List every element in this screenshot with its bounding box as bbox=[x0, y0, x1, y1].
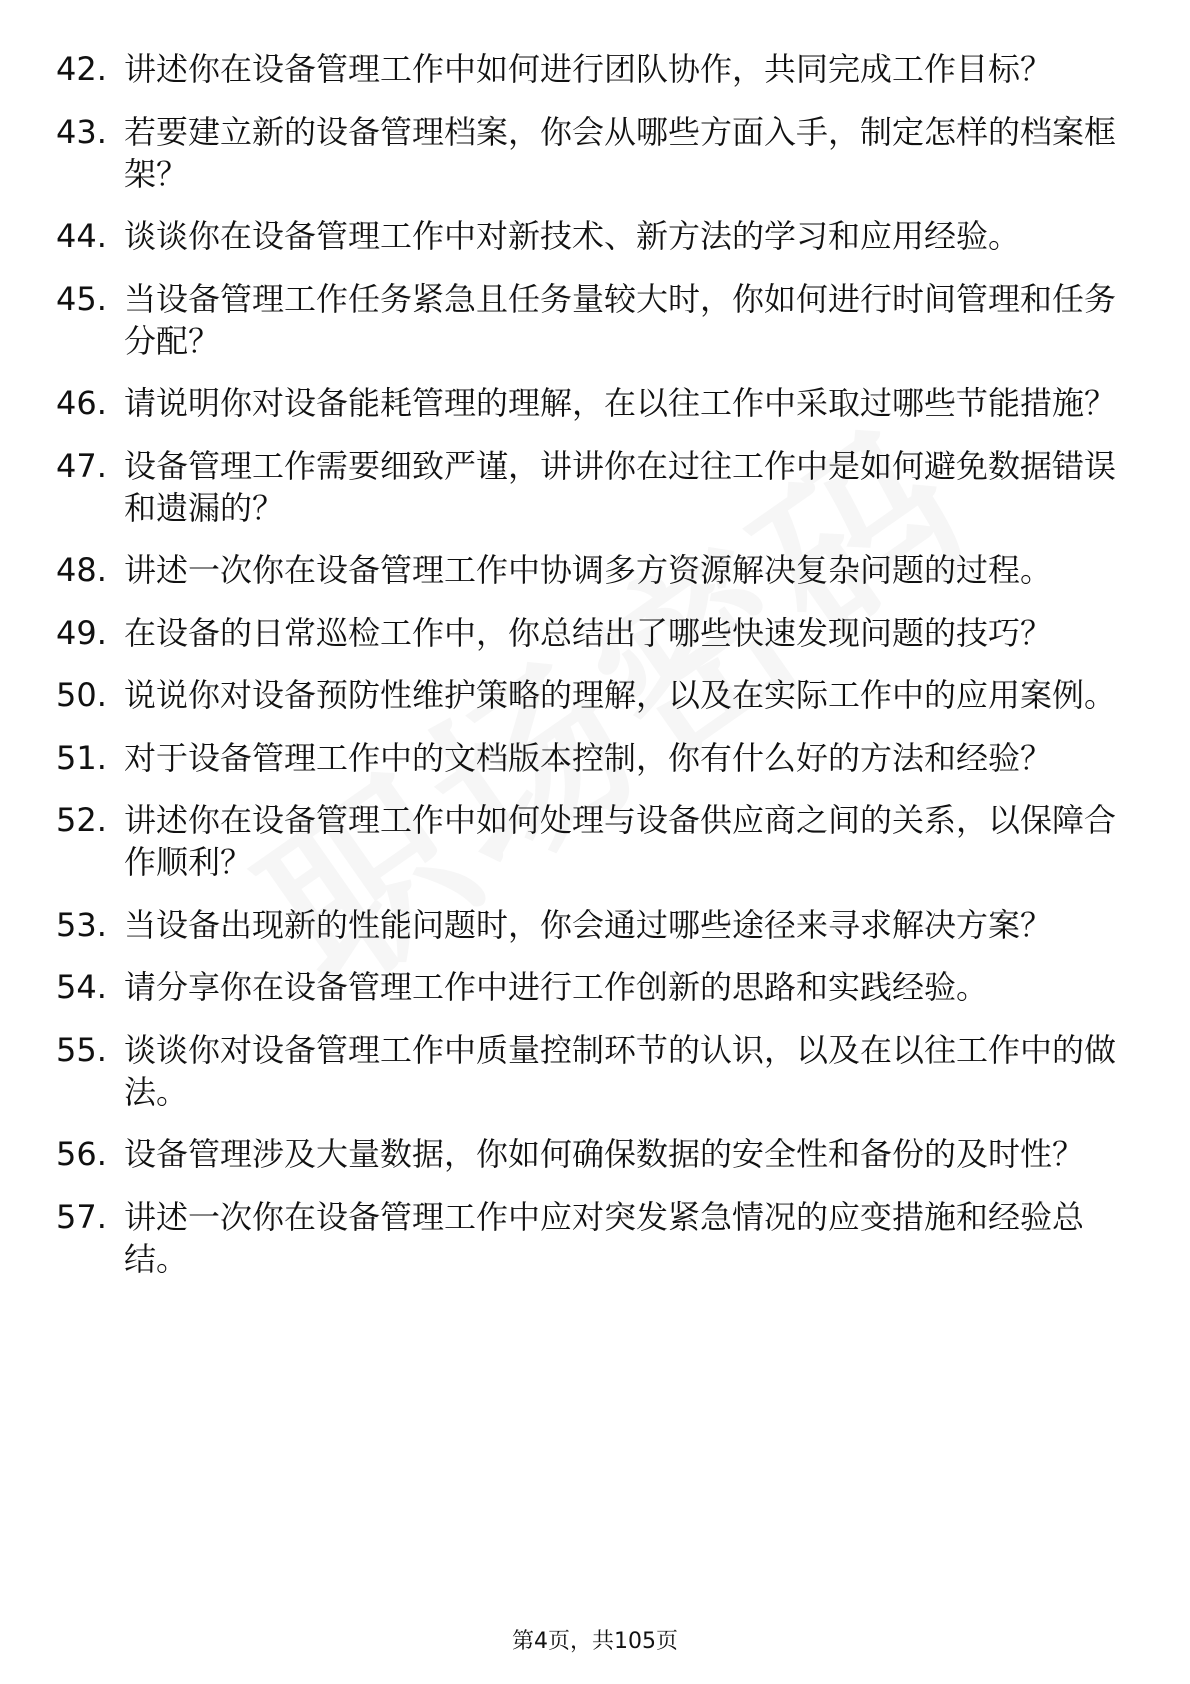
question-number: 48. bbox=[56, 551, 107, 589]
question-text: 设备管理工作需要细致严谨，讲讲你在过往工作中是如何避免数据错误和遗漏的？ bbox=[124, 446, 1117, 527]
question-number: 52. bbox=[56, 801, 107, 839]
list-item bbox=[56, 1133, 1136, 1175]
list-item bbox=[56, 612, 1136, 654]
list-item bbox=[56, 278, 1136, 362]
question-text: 请分享你在设备管理工作中进行工作创新的思路和实践经验。 bbox=[124, 968, 989, 1006]
list-item bbox=[56, 737, 1136, 779]
question-text: 若要建立新的设备管理档案，你会从哪些方面入手，制定怎样的档案框架？ bbox=[124, 112, 1117, 193]
question-number: 54. bbox=[56, 968, 107, 1006]
question-text: 在设备的日常巡检工作中，你总结出了哪些快速发现问题的技巧？ bbox=[124, 613, 1053, 652]
list-item bbox=[56, 382, 1136, 424]
list-item bbox=[56, 549, 1136, 591]
list-item bbox=[56, 966, 1136, 1008]
question-text: 请说明你对设备能耗管理的理解，在以往工作中采取过哪些节能措施？ bbox=[124, 384, 1117, 422]
question-number: 50. bbox=[56, 676, 107, 714]
list-item bbox=[56, 215, 1136, 257]
question-number: 57. bbox=[56, 1197, 107, 1236]
question-number: 55. bbox=[56, 1030, 107, 1069]
list-item bbox=[56, 799, 1136, 883]
list-item bbox=[56, 111, 1136, 195]
question-list bbox=[56, 48, 1136, 1300]
list-item bbox=[56, 1196, 1136, 1280]
question-text: 讲述你在设备管理工作中如何处理与设备供应商之间的关系，以保障合作顺利？ bbox=[124, 801, 1117, 881]
question-text: 当设备管理工作任务紧急且任务量较大时，你如何进行时间管理和任务分配？ bbox=[124, 279, 1117, 360]
question-number: 47. bbox=[56, 446, 107, 485]
question-text: 说说你对设备预防性维护策略的理解，以及在实际工作中的应用案例。 bbox=[124, 676, 1117, 714]
question-number: 42. bbox=[56, 50, 107, 88]
question-number: 53. bbox=[56, 905, 107, 944]
question-text: 讲述一次你在设备管理工作中协调多方资源解决复杂问题的过程。 bbox=[124, 551, 1053, 589]
question-number: 43. bbox=[56, 112, 107, 151]
question-text: 对于设备管理工作中的文档版本控制，你有什么好的方法和经验？ bbox=[124, 738, 1053, 777]
question-number: 46. bbox=[56, 384, 107, 422]
list-item bbox=[56, 674, 1136, 716]
list-item bbox=[56, 1029, 1136, 1113]
question-text: 讲述你在设备管理工作中如何进行团队协作，共同完成工作目标？ bbox=[124, 50, 1053, 88]
page-number-footer: 第4页，共105页 bbox=[512, 1629, 678, 1654]
list-item bbox=[56, 48, 1136, 90]
question-number: 49. bbox=[56, 613, 107, 652]
question-text: 讲述一次你在设备管理工作中应对突发紧急情况的应变措施和经验总结。 bbox=[124, 1197, 1085, 1278]
question-number: 51. bbox=[56, 738, 107, 777]
question-text: 谈谈你在设备管理工作中对新技术、新方法的学习和应用经验。 bbox=[124, 217, 1021, 255]
question-text: 当设备出现新的性能问题时，你会通过哪些途径来寻求解决方案？ bbox=[124, 905, 1053, 944]
list-item bbox=[56, 904, 1136, 946]
question-number: 44. bbox=[56, 217, 107, 255]
question-number: 56. bbox=[56, 1135, 107, 1173]
question-number: 45. bbox=[56, 279, 107, 318]
question-text: 谈谈你对设备管理工作中质量控制环节的认识，以及在以往工作中的做法。 bbox=[124, 1030, 1117, 1111]
list-item bbox=[56, 445, 1136, 529]
question-text: 设备管理涉及大量数据，你如何确保数据的安全性和备份的及时性？ bbox=[124, 1135, 1085, 1173]
